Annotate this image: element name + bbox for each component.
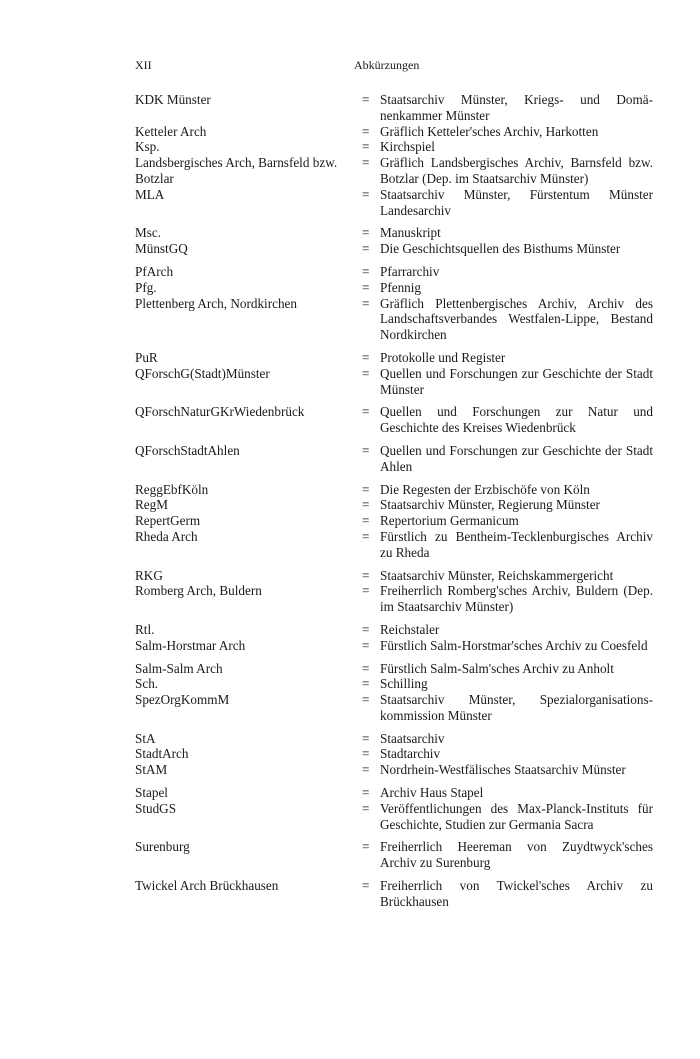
abbreviation-definition: Stadtarchiv: [380, 746, 441, 762]
abbreviation-entry: [135, 366, 653, 398]
abbreviation-entry: [135, 280, 653, 296]
abbreviation-entry: [135, 801, 653, 833]
running-title: Abkürzungen: [354, 58, 420, 72]
page-number: XII: [135, 58, 152, 72]
abbreviation-entry: [135, 746, 653, 762]
abbreviation-term: Sch.: [135, 676, 159, 692]
equals-sign: =: [362, 365, 370, 381]
equals-sign: =: [362, 785, 370, 801]
abbreviation-term: QForschStadtAhlen: [135, 442, 240, 458]
abbreviation-entry: [135, 583, 653, 615]
equals-sign: =: [362, 762, 370, 778]
equals-sign: =: [362, 404, 370, 420]
equals-sign: =: [362, 660, 370, 676]
abbreviation-term: Romberg Arch, Buldern: [135, 583, 262, 599]
abbreviation-term: StadtArch: [135, 746, 189, 762]
abbreviation-entry: [135, 404, 653, 436]
abbreviation-term: Ksp.: [135, 139, 160, 155]
equals-sign: =: [362, 583, 370, 599]
equals-sign: =: [362, 92, 370, 107]
equals-sign: =: [362, 241, 370, 257]
abbreviation-term: PfArch: [135, 263, 174, 279]
abbreviation-term: Stapel: [135, 785, 168, 801]
abbreviation-definition: Nordrhein-Westfälisches Staatsarchiv Münster: [380, 762, 626, 778]
abbreviation-definition: Quellen und Forschungen zur Natur und Geschichte des Kreises Wiedenbrück: [380, 404, 653, 436]
abbreviation-term: KDK Münster: [135, 92, 211, 107]
equals-sign: =: [362, 513, 370, 529]
abbreviation-term: RKG: [135, 567, 163, 583]
abbreviation-term: Salm-Horstmar Arch: [135, 637, 246, 653]
abbreviation-entry: [135, 513, 653, 529]
equals-sign: =: [362, 263, 370, 279]
abbreviation-entry: [135, 785, 653, 801]
abbreviation-term: MLA: [135, 186, 165, 202]
abbreviation-entry: [135, 350, 653, 366]
abbreviation-definition: Veröffentlichungen des Max-Planck-Instituts für Geschichte, Studien zur Germania Sacra: [380, 800, 653, 832]
equals-sign: =: [362, 139, 370, 155]
abbreviation-term: MünstGQ: [135, 241, 188, 257]
equals-sign: =: [362, 225, 370, 241]
equals-sign: =: [362, 123, 370, 139]
abbreviation-definition: Manuskript: [380, 225, 441, 241]
equals-sign: =: [362, 692, 370, 708]
abbreviation-definition: Fürstlich zu Bentheim-Tecklenburgisches Archiv zu Rheda: [380, 528, 653, 560]
equals-sign: =: [362, 349, 370, 365]
equals-sign: =: [362, 730, 370, 746]
abbreviation-term: Twickel Arch Brückhausen: [135, 878, 279, 894]
abbreviation-term: Surenburg: [135, 839, 190, 855]
abbreviation-term: RepertGerm: [135, 513, 201, 529]
abbreviation-definition: Die Geschichtsquellen des Bisthums Münster: [380, 241, 621, 257]
equals-sign: =: [362, 497, 370, 513]
abbreviation-entry: [135, 92, 653, 124]
abbreviation-entry: [135, 638, 653, 654]
abbreviation-entry: [135, 762, 653, 778]
abbreviation-term: StAM: [135, 762, 168, 778]
equals-sign: =: [362, 155, 370, 171]
equals-sign: =: [362, 442, 370, 458]
abbreviation-term: Pfg.: [135, 279, 157, 295]
abbreviation-entry: [135, 529, 653, 561]
abbreviation-definition: Die Regesten der Erzbischöfe von Köln: [380, 481, 590, 497]
abbreviation-definition: Gräflich Ketteler'sches Archiv, Harkotten: [380, 123, 599, 139]
abbreviation-definition: Freiherrlich Heereman von Zuydtwyck'sches Archiv zu Surenburg: [380, 839, 653, 871]
equals-sign: =: [362, 637, 370, 653]
abbreviation-entry: [135, 676, 653, 692]
abbreviation-entry: [135, 839, 653, 871]
abbreviation-term: QForschNaturGKrWiedenbrück: [135, 404, 305, 420]
abbreviation-definition: Staatsarchiv Münster, Regierung Münster: [380, 497, 600, 513]
abbreviation-definition: Quellen und Forschungen zur Geschichte der Stadt Ahlen: [380, 442, 653, 474]
abbreviation-term: RegM: [135, 497, 168, 513]
abbreviation-definition: Fürstlich Salm-Salm'sches Archiv zu Anholt: [380, 660, 614, 676]
abbreviation-entry: [135, 482, 653, 498]
abbreviation-term: Plettenberg Arch, Nordkirchen: [135, 295, 297, 311]
abbreviation-definition: Schilling: [380, 676, 428, 692]
abbreviation-term: StA: [135, 730, 156, 746]
equals-sign: =: [362, 676, 370, 692]
abbreviation-term: Salm-Salm Arch: [135, 660, 223, 676]
equals-sign: =: [362, 800, 370, 816]
abbreviation-definition: Archiv Haus Stapel: [380, 785, 484, 801]
abbreviation-definition: Freiherrlich Romberg'sches Archiv, Buldern (Dep. im Staatsarchiv Münster): [380, 583, 653, 615]
equals-sign: =: [362, 279, 370, 295]
abbreviation-term: StudGS: [135, 800, 177, 816]
abbreviation-entry: [135, 187, 653, 219]
abbreviation-definition: Reichstaler: [380, 621, 440, 637]
equals-sign: =: [362, 746, 370, 762]
abbreviation-term: Landsbergisches Arch, Barnsfeld bzw. Botzlar: [135, 155, 338, 186]
abbreviation-definition: Gräflich Plettenbergisches Archiv, Archiv des Landschaftsverbandes Westfalen-Lippe, Bestand Nordkirchen: [380, 295, 653, 343]
abbreviation-definition: Fürstlich Salm-Horstmar'sches Archiv zu Coesfeld: [380, 637, 648, 653]
abbreviation-entry: [135, 622, 653, 638]
abbreviation-definition: Pfennig: [380, 279, 422, 295]
equals-sign: =: [362, 621, 370, 637]
abbreviation-entry: [135, 225, 653, 241]
equals-sign: =: [362, 878, 370, 894]
abbreviation-entry: [135, 878, 653, 910]
abbreviation-definition: Pfarrarchiv: [380, 263, 440, 279]
abbreviation-entry: [135, 264, 653, 280]
equals-sign: =: [362, 295, 370, 311]
abbreviation-entry: [135, 661, 653, 677]
abbreviation-term: SpezOrgKommM: [135, 692, 230, 708]
abbreviation-list: [135, 92, 653, 910]
abbreviation-definition: Repertorium Germanicum: [380, 513, 519, 529]
abbreviation-entry: [135, 139, 653, 155]
abbreviation-definition: Staatsarchiv Münster, Spezialorganisationskommission Münster: [380, 692, 653, 723]
equals-sign: =: [362, 567, 370, 583]
abbreviation-definition: Staatsarchiv: [380, 730, 445, 746]
abbreviation-entry: [135, 692, 653, 724]
abbreviation-term: ReggEbfKöln: [135, 481, 209, 497]
abbreviation-term: Msc.: [135, 225, 162, 241]
abbreviation-entry: [135, 124, 653, 140]
abbreviation-definition: Staatsarchiv Münster, Kriegs- und Domänenkammer Münster: [380, 92, 653, 123]
abbreviation-term: Rheda Arch: [135, 528, 198, 544]
abbreviation-entry: [135, 443, 653, 475]
abbreviation-entry: [135, 731, 653, 747]
abbreviation-definition: Quellen und Forschungen zur Geschichte der Stadt Münster: [380, 365, 653, 397]
abbreviation-definition: Gräflich Landsbergisches Archiv, Barnsfeld bzw. Botzlar (Dep. im Staatsarchiv Münster): [380, 155, 653, 186]
abbreviation-definition: Kirchspiel: [380, 139, 435, 155]
abbreviation-definition: Protokolle und Register: [380, 349, 506, 365]
abbreviation-term: Rtl.: [135, 621, 155, 637]
abbreviation-entry: [135, 155, 653, 187]
abbreviation-term: Ketteler Arch: [135, 123, 207, 139]
abbreviation-entry: [135, 568, 653, 584]
abbreviation-definition: Staatsarchiv Münster, Fürstentum Münster Landesarchiv: [380, 186, 653, 218]
abbreviation-entry: [135, 241, 653, 257]
equals-sign: =: [362, 839, 370, 855]
equals-sign: =: [362, 186, 370, 202]
abbreviation-definition: Freiherrlich von Twickel'sches Archiv zu Brückhausen: [380, 878, 653, 909]
equals-sign: =: [362, 528, 370, 544]
abbreviation-term: PuR: [135, 349, 158, 365]
abbreviation-entry: [135, 497, 653, 513]
equals-sign: =: [362, 481, 370, 497]
abbreviation-term: QForschG(Stadt)Münster: [135, 365, 270, 381]
abbreviation-definition: Staatsarchiv Münster, Reichskammergericht: [380, 567, 614, 583]
abbreviation-entry: [135, 296, 653, 343]
